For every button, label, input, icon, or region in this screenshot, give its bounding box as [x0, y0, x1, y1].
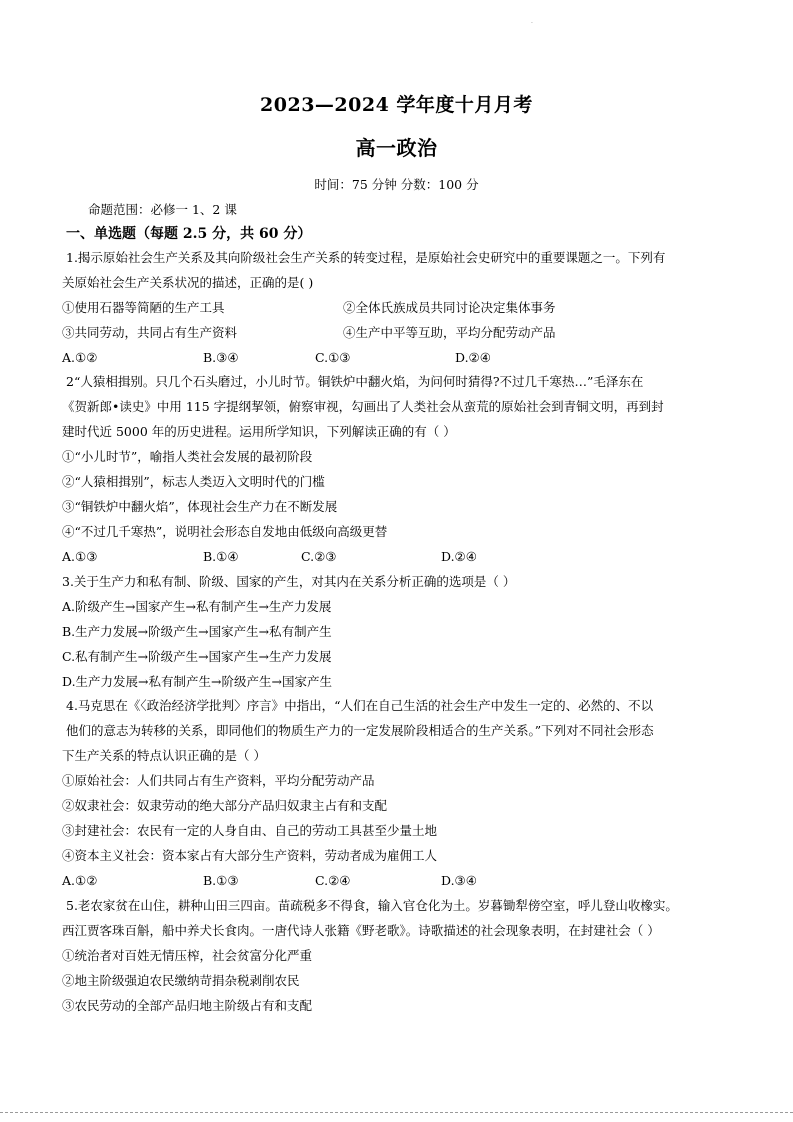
- q1-stem-line-2: 关原始社会生产关系状况的描述，正确的是( ): [62, 275, 314, 290]
- q2-option-2: ②“人猿相揖别”，标志人类迈入文明时代的门槛: [62, 474, 325, 489]
- q1-choice-b: B.③④: [203, 350, 239, 365]
- q1-choice-a: A.①②: [62, 350, 98, 365]
- q5-stem-line-1: 5.老农家贫在山住，耕种山田三四亩。苗疏税多不得食，输入官仓化为土。岁暮锄犁傍空室，呼儿登山收橡实。: [66, 898, 678, 913]
- q4-choice-c: C.②④: [315, 873, 351, 888]
- q4-stem-line-1: 4.马克思在《〈政治经济学批判〉序言》中指出，“人们在自己生活的社会生产中发生一定的、必然的、不以: [66, 698, 654, 713]
- q2-choice-d: D.②④: [441, 549, 477, 564]
- q5-option-3: ③农民劳动的全部产品归地主阶级占有和支配: [62, 998, 313, 1013]
- q2-option-3: ③“铜铁炉中翻火焰”，体现社会生产力在不断发展: [62, 499, 338, 514]
- q2-choice-c: C.②③: [301, 549, 337, 564]
- corner-mark: .: [531, 18, 533, 25]
- q4-option-4: ④资本主义社会：资本家占有大部分生产资料，劳动者成为雇佣工人: [62, 848, 438, 863]
- q4-stem-line-2: 他们的意志为转移的关系，即同他们的物质生产力的一定发展阶段相适合的生产关系。”下列对不同社会形态: [66, 723, 654, 738]
- section-heading: 一、单选题（每题 2.5 分，共 60 分）: [66, 226, 312, 242]
- page-bottom-divider: [0, 1112, 793, 1113]
- exam-title: 2023—2024 学年度十月月考: [260, 94, 533, 116]
- q3-choice-b: B.生产力发展→阶级产生→国家产生→私有制产生: [62, 624, 332, 639]
- q3-choice-d: D.生产力发展→私有制产生→阶级产生→国家产生: [62, 674, 332, 689]
- exam-scope: 命题范围：必修一 1、2 课: [88, 202, 237, 217]
- exam-subject: 高一政治: [355, 136, 438, 160]
- q4-option-2: ②奴隶社会：奴隶劳动的绝大部分产品归奴隶主占有和支配: [62, 798, 388, 813]
- q2-option-1: ①“小儿时节”，喻指人类社会发展的最初阶段: [62, 449, 313, 464]
- q4-choice-a: A.①②: [62, 873, 98, 888]
- q1-option-3: ③共同劳动，共同占有生产资料: [62, 325, 238, 340]
- q1-stem-line-1: 1.揭示原始社会生产关系及其向阶级社会生产关系的转变过程，是原始社会史研究中的重要课题之一。下列有: [66, 250, 666, 265]
- q3-stem: 3.关于生产力和私有制、阶级、国家的产生，对其内在关系分析正确的选项是（ ）: [62, 574, 516, 589]
- q4-choice-b: B.①③: [203, 873, 239, 888]
- q2-choice-b: B.①④: [203, 549, 239, 564]
- q4-stem-line-3: 下生产关系的特点认识正确的是（ ）: [62, 748, 266, 763]
- q3-choice-a: A.阶级产生→国家产生→私有制产生→生产力发展: [62, 599, 332, 614]
- exam-time-score: 时间：75 分钟 分数：100 分: [314, 177, 479, 192]
- q1-choice-c: C.①③: [315, 350, 351, 365]
- q4-choice-d: D.③④: [441, 873, 477, 888]
- q1-option-2: ②全体氏族成员共同讨论决定集体事务: [343, 300, 556, 315]
- q1-option-1: ①使用石器等简陋的生产工具: [62, 300, 225, 315]
- q5-option-2: ②地主阶级强迫农民缴纳苛捐杂税剥削农民: [62, 973, 300, 988]
- q2-stem-line-2: 《贺新郎•读史》中用 115 字提纲挈领，俯察审视，勾画出了人类社会从蛮荒的原始社会到青铜文明，再到封: [62, 399, 664, 414]
- q4-option-1: ①原始社会：人们共同占有生产资料，平均分配劳动产品: [62, 773, 375, 788]
- q2-stem-line-3: 建时代近 5000 年的历史进程。运用所学知识，下列解读正确的有（ ）: [62, 424, 456, 439]
- q5-option-1: ①统治者对百姓无情压榨，社会贫富分化严重: [62, 948, 313, 963]
- q2-option-4: ④“不过几千寒热”，说明社会形态自发地由低级向高级更替: [62, 524, 388, 539]
- q1-choice-d: D.②④: [455, 350, 491, 365]
- q3-choice-c: C.私有制产生→阶级产生→国家产生→生产力发展: [62, 649, 332, 664]
- q5-stem-line-2: 西江贾客珠百斛，船中养犬长食肉。一唐代诗人张籍《野老歌》。诗歌描述的社会现象表明，在封建社会（ ）: [62, 923, 660, 938]
- q2-choice-a: A.①③: [62, 549, 98, 564]
- q2-stem-line-1: 2“人猿相揖别。只几个石头磨过，小儿时节。铜铁炉中翻火焰，为问何时猜得?不过几千寒热…”毛泽东在: [66, 374, 644, 389]
- q4-option-3: ③封建社会：农民有一定的人身自由、自己的劳动工具甚至少量土地: [62, 823, 438, 838]
- q1-option-4: ④生产中平等互助，平均分配劳动产品: [343, 325, 556, 340]
